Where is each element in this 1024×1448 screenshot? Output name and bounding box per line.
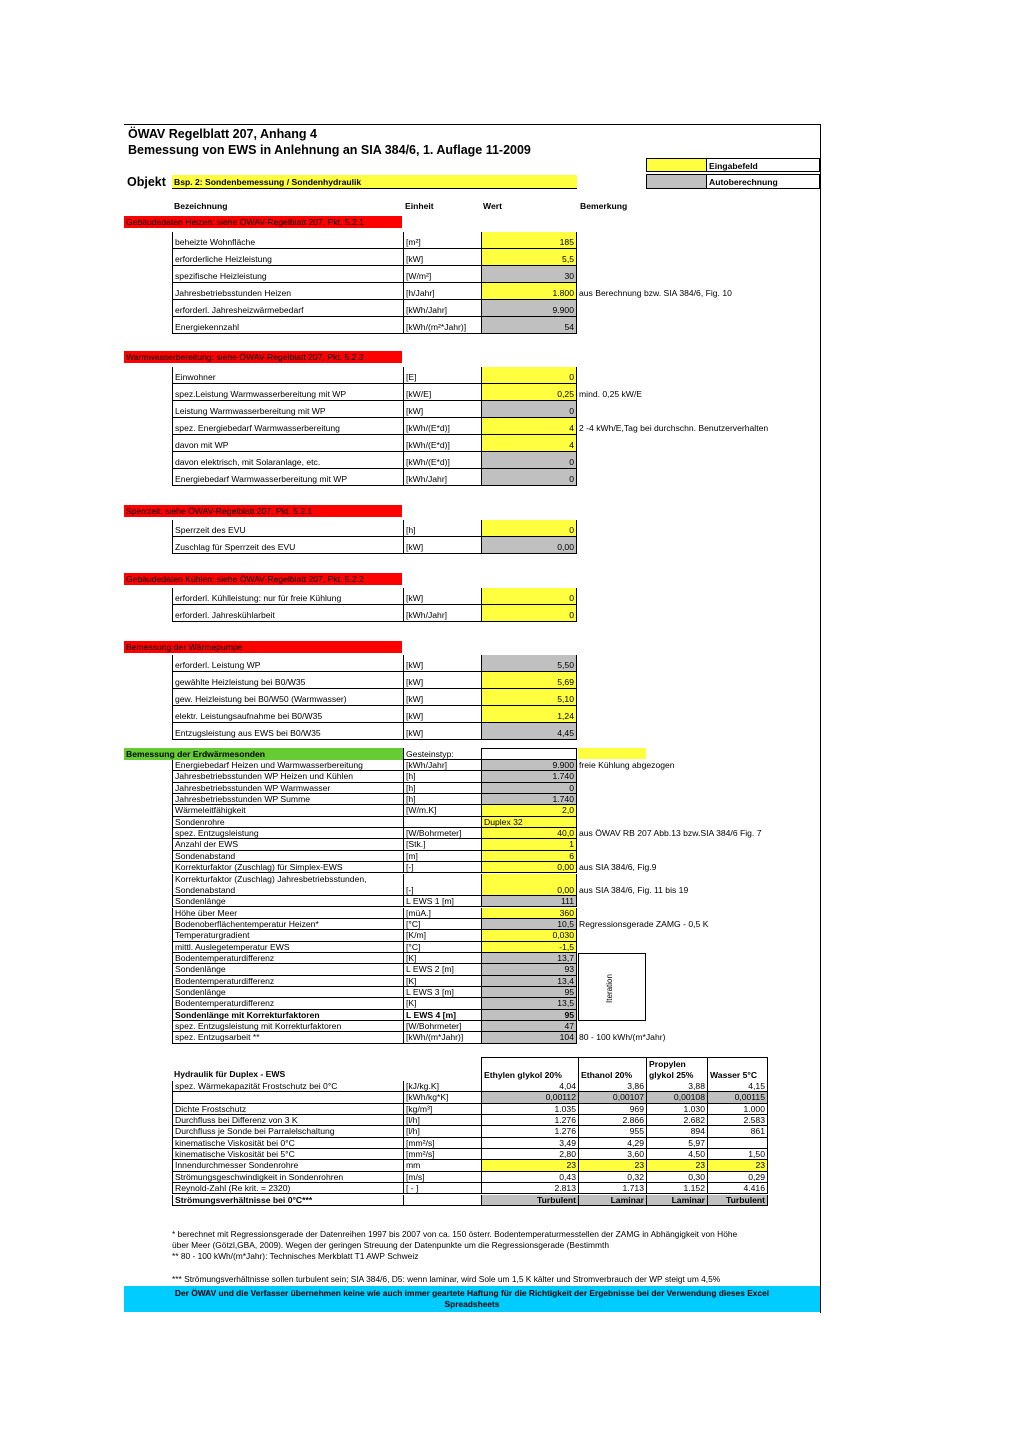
gesteinstyp-input[interactable] bbox=[578, 748, 646, 759]
header-wert: Wert bbox=[483, 201, 502, 211]
row-unit: [h] bbox=[403, 520, 481, 537]
ews-row-unit: [h] bbox=[403, 771, 481, 782]
hyd-row-label: Innendurchmesser Sondenrohre bbox=[172, 1160, 403, 1171]
hyd-value: 4.416 bbox=[707, 1183, 768, 1194]
ews-row-label: Energiebedarf Heizen und Warmwasserbereitung bbox=[172, 760, 403, 771]
hyd-row-label: Strömungsverhältnisse bei 0°C*** bbox=[172, 1195, 403, 1206]
hyd-value: 0,32 bbox=[578, 1172, 646, 1183]
row-label: Sperrzeit des EVU bbox=[172, 520, 403, 537]
row-label: Energiekennzahl bbox=[172, 317, 403, 334]
ews-length-unit: L EWS 1 [m] bbox=[403, 896, 481, 907]
iteration-label: Iteration bbox=[604, 974, 614, 1003]
row-label: spezifische Heizleistung bbox=[172, 266, 403, 283]
hyd-value: 0,00112 bbox=[481, 1092, 578, 1103]
gesteinstyp-label: Gesteinstyp: bbox=[403, 748, 481, 760]
row-value: 4,45 bbox=[481, 723, 577, 740]
legend-input-swatch bbox=[646, 158, 707, 172]
ews-row-value[interactable]: Duplex 32 bbox=[481, 817, 577, 828]
section-heizen: Gebäudedaten Heizen: siehe ÖWAV-Regelblatt 207, Pkt. 5.2.1 bbox=[124, 216, 402, 228]
hyd-value: Laminar bbox=[578, 1195, 646, 1206]
note-4: *** Strömungsverhältnisse sollen turbulent sein; SIA 384/6, D5: wenn laminar, wird Sole um 1,5 K kälter und Stromverbrauch der WP steigt um 4,5% bbox=[172, 1274, 721, 1284]
hyd-value: 1.276 bbox=[481, 1126, 578, 1137]
hyd-value: 1,50 bbox=[707, 1149, 768, 1160]
row-unit: [kWh/Jahr] bbox=[403, 469, 481, 486]
disclaimer-line-2: Spreadsheets bbox=[444, 1299, 500, 1309]
hyd-value[interactable]: 23 bbox=[481, 1160, 578, 1171]
ews-row-label: Jahresbetriebsstunden WP Warmwasser bbox=[172, 783, 403, 794]
row-unit: [kW] bbox=[403, 706, 481, 723]
hyd-value: 1.713 bbox=[578, 1183, 646, 1194]
row-value[interactable]: 185 bbox=[481, 232, 577, 249]
korr-remark: aus SIA 384/6, Fig. 11 bis 19 bbox=[579, 884, 689, 895]
gesteinstyp-value[interactable] bbox=[481, 748, 577, 760]
disclaimer-line-1: Der ÖWAV und die Verfasser übernehmen keine wie auch immer geartete Haftung für die Richtigkeit der Ergebnisse bei der Verwendung dieses Excel bbox=[174, 1288, 770, 1298]
row-unit: [kW/E] bbox=[403, 384, 481, 401]
ews-length-value: 47 bbox=[481, 1021, 577, 1032]
disclaimer-footer bbox=[124, 1286, 820, 1312]
hydraulik-col-header: Ethylen glykol 20% bbox=[481, 1057, 578, 1081]
ews-row-value: 0 bbox=[481, 783, 577, 794]
hyd-value: 4,29 bbox=[578, 1138, 646, 1149]
row-label: gewählte Heizleistung bei B0/W35 bbox=[172, 672, 403, 689]
row-unit: [kW] bbox=[403, 655, 481, 672]
ews-row-remark: aus SIA 384/6, Fig.9 bbox=[579, 862, 657, 873]
ews-length-label: Sondenlänge mit Korrekturfaktoren bbox=[172, 1010, 403, 1021]
ews-length-value[interactable]: -1,5 bbox=[481, 942, 577, 953]
row-label: Leistung Warmwasserbereitung mit WP bbox=[172, 401, 403, 418]
hyd-value: 0,43 bbox=[481, 1172, 578, 1183]
hyd-row-label bbox=[172, 1092, 403, 1103]
row-unit: [kWh/(E*d)] bbox=[403, 418, 481, 435]
objekt-label: Objekt bbox=[127, 175, 166, 189]
ews-row-label: Anzahl der EWS bbox=[172, 839, 403, 850]
row-value[interactable]: 0,25 bbox=[481, 384, 577, 401]
hyd-row-unit: [l/h] bbox=[403, 1126, 481, 1137]
ews-length-remark: Regressionsgerade ZAMG - 0,5 K bbox=[579, 918, 709, 929]
hyd-value bbox=[707, 1138, 768, 1149]
hyd-row-unit: [kg/m³] bbox=[403, 1104, 481, 1115]
ews-row-label: Sondenrohre bbox=[172, 817, 403, 828]
hyd-row-label: spez. Wärmekapazität Frostschutz bei 0°C bbox=[172, 1081, 403, 1092]
hyd-value: 3,86 bbox=[578, 1081, 646, 1092]
ews-row-label: Jahresbetriebsstunden WP Heizen und Kühlen bbox=[172, 771, 403, 782]
hyd-value: 0,00107 bbox=[578, 1092, 646, 1103]
hyd-value: 0,00108 bbox=[646, 1092, 707, 1103]
ews-length-unit: [müA.] bbox=[403, 908, 481, 919]
ews-length-label: mittl. Auslegetemperatur EWS bbox=[172, 942, 403, 953]
row-label: erforderl. Leistung WP bbox=[172, 655, 403, 672]
row-value[interactable]: 0 bbox=[481, 367, 577, 384]
ews-row-value[interactable]: 40,0 bbox=[481, 828, 577, 839]
hyd-value: 2.866 bbox=[578, 1115, 646, 1126]
ews-length-label: spez. Entzugsleistung mit Korrekturfaktoren bbox=[172, 1021, 403, 1032]
row-label: erforderl. Kühlleistung: nur für freie Kühlung bbox=[172, 588, 403, 605]
header-bemerkung: Bemerkung bbox=[580, 201, 628, 211]
header-bezeichnung: Bezeichnung bbox=[174, 201, 228, 211]
legend-auto-label: Autoberechnung bbox=[707, 174, 820, 189]
row-value: 0 bbox=[481, 401, 577, 418]
hyd-row-unit: [m/s] bbox=[403, 1172, 481, 1183]
section-waermepumpe: Bemessung der Wärmepumpe bbox=[124, 641, 402, 653]
hydraulik-col-header: Ethanol 20% bbox=[578, 1057, 646, 1081]
row-label: spez. Energiebedarf Warmwasserbereitung bbox=[172, 418, 403, 435]
row-value: 0,00 bbox=[481, 537, 577, 554]
note-1: * berechnet mit Regressionsgerade der Datenreihen 1997 bis 2007 von ca. 150 österr. Bodentemperaturmesstellen der ZAMG in Abhängigkeit von Höhe bbox=[172, 1229, 738, 1239]
section-kuehlen: Gebäudedaten Kühlen: siehe ÖWAV-Regelblatt 207, Pkt. 5.2.2 bbox=[124, 573, 402, 585]
korr-value-top bbox=[481, 874, 577, 885]
section-warmwasser: Warmwasserbereitung: siehe ÖWAV-Regelblatt 207, Pkt. 5.2.3 bbox=[124, 351, 402, 363]
ews-row-remark: freie Kühlung abgezogen bbox=[579, 760, 675, 770]
hyd-value: 3,49 bbox=[481, 1138, 578, 1149]
row-label: elektr. Leistungsaufnahme bei B0/W35 bbox=[172, 706, 403, 723]
row-value[interactable]: 0 bbox=[481, 520, 577, 537]
row-label: beheizte Wohnfläche bbox=[172, 232, 403, 249]
row-unit: [kWh/(E*d)] bbox=[403, 435, 481, 452]
ews-length-unit: L EWS 3 [m] bbox=[403, 987, 481, 998]
row-unit: [kW] bbox=[403, 537, 481, 554]
hyd-value: 2,80 bbox=[481, 1149, 578, 1160]
hyd-value: 1.030 bbox=[646, 1104, 707, 1115]
hyd-value: 1.152 bbox=[646, 1183, 707, 1194]
row-value[interactable]: 4 bbox=[481, 418, 577, 435]
ews-length-value[interactable]: 0,030 bbox=[481, 930, 577, 941]
ews-row-unit bbox=[403, 817, 481, 828]
objekt-input[interactable]: Bsp. 2: Sondenbemessung / Sondenhydraulik bbox=[172, 175, 577, 189]
row-label: Jahresbetriebsstunden Heizen bbox=[172, 283, 403, 300]
section-erdwaermesonden: Bemessung der Erdwärmesonden bbox=[124, 748, 403, 760]
row-unit: [kWh/(m²*Jahr)] bbox=[403, 317, 481, 334]
ews-length-label: Sondenlänge bbox=[172, 896, 403, 907]
row-value[interactable]: 1.800 bbox=[481, 283, 577, 300]
hyd-value: 0,30 bbox=[646, 1172, 707, 1183]
ews-row-label: Jahresbetriebsstunden WP Summe bbox=[172, 794, 403, 805]
ews-row-value: 1.740 bbox=[481, 771, 577, 782]
ews-length-label: Bodentemperaturdifferenz bbox=[172, 976, 403, 987]
ews-row-label: Korrekturfaktor (Zuschlag) für Simplex-EWS bbox=[172, 862, 403, 873]
ews-row-value[interactable]: 6 bbox=[481, 851, 577, 862]
row-value: 54 bbox=[481, 317, 577, 334]
hyd-value: 1.000 bbox=[707, 1104, 768, 1115]
row-unit: [kWh/Jahr] bbox=[403, 605, 481, 622]
hyd-value: 2.682 bbox=[646, 1115, 707, 1126]
row-label: erforderl. Jahreskühlarbeit bbox=[172, 605, 403, 622]
korr-label-1: Korrekturfaktor (Zuschlag) Jahresbetriebsstunden, bbox=[172, 874, 403, 885]
ews-length-unit: [kWh/(m*Jahr)] bbox=[403, 1032, 481, 1043]
ews-row-label: Wärmeleitfähigkeit bbox=[172, 805, 403, 816]
ews-row-value: 9.900 bbox=[481, 760, 577, 771]
ews-length-label: Höhe über Meer bbox=[172, 908, 403, 919]
hyd-row-unit: [ - ] bbox=[403, 1183, 481, 1194]
row-value[interactable]: 4 bbox=[481, 435, 577, 452]
row-unit: [m²] bbox=[403, 232, 481, 249]
row-unit: [kW] bbox=[403, 672, 481, 689]
hyd-value: 894 bbox=[646, 1126, 707, 1137]
ews-length-value: 13,7 bbox=[481, 953, 577, 964]
hyd-value: 5,97 bbox=[646, 1138, 707, 1149]
ews-row-unit: [W/Bohrmeter] bbox=[403, 828, 481, 839]
korr-unit: [-] bbox=[403, 885, 481, 896]
hydraulik-col-header: Propylen glykol 25% bbox=[646, 1057, 707, 1081]
row-unit: [W/m²] bbox=[403, 266, 481, 283]
row-value: 30 bbox=[481, 266, 577, 283]
ews-row-label: Sondenabstand bbox=[172, 851, 403, 862]
hyd-value: Laminar bbox=[646, 1195, 707, 1206]
legend-auto-swatch bbox=[646, 174, 707, 189]
hydraulik-title: Hydraulik für Duplex - EWS bbox=[174, 1069, 286, 1079]
hyd-value[interactable]: 23 bbox=[578, 1160, 646, 1171]
ews-length-value: 10,5 bbox=[481, 919, 577, 930]
row-remark: mind. 0,25 kW/E bbox=[579, 389, 643, 399]
ews-length-unit: [K] bbox=[403, 953, 481, 964]
hyd-row-unit bbox=[403, 1195, 481, 1206]
hyd-value[interactable]: 23 bbox=[707, 1160, 768, 1171]
row-value[interactable]: 5,69 bbox=[481, 672, 577, 689]
ews-length-value: 95 bbox=[481, 1010, 577, 1021]
hyd-row-label: kinematische Viskosität bei 0°C bbox=[172, 1138, 403, 1149]
hyd-row-unit: mm bbox=[403, 1160, 481, 1171]
hyd-row-unit: [l/h] bbox=[403, 1115, 481, 1126]
ews-length-value: 111 bbox=[481, 896, 577, 907]
ews-length-unit: [W/Bohrmeter] bbox=[403, 1021, 481, 1032]
note-2: über Meer (Götzl,GBA, 2009). Wegen der geringen Streuung der Datenpunkte um die Regressionsgerade (Bestimmth bbox=[172, 1240, 609, 1250]
row-value: 0 bbox=[481, 452, 577, 469]
row-label: Einwohner bbox=[172, 367, 403, 384]
hyd-value: 4,50 bbox=[646, 1149, 707, 1160]
ews-row-value[interactable]: 2,0 bbox=[481, 805, 577, 816]
row-label: erforderl. Jahresheizwärmebedarf bbox=[172, 300, 403, 317]
hyd-value: 4,15 bbox=[707, 1081, 768, 1092]
row-unit: [kW] bbox=[403, 588, 481, 605]
row-value[interactable]: 1,24 bbox=[481, 706, 577, 723]
row-value: 0 bbox=[481, 469, 577, 486]
korr-value[interactable]: 0,00 bbox=[481, 885, 577, 896]
ews-length-label: Bodentemperaturdifferenz bbox=[172, 953, 403, 964]
row-unit: [kW] bbox=[403, 689, 481, 706]
hyd-row-unit: [mm²/s] bbox=[403, 1149, 481, 1160]
page-title: ÖWAV Regelblatt 207, Anhang 4 bbox=[128, 127, 317, 141]
ews-row-unit: [h] bbox=[403, 794, 481, 805]
ews-length-unit: [K] bbox=[403, 998, 481, 1009]
hyd-row-unit: [mm²/s] bbox=[403, 1138, 481, 1149]
ews-length-label: Bodentemperaturdifferenz bbox=[172, 998, 403, 1009]
ews-length-unit: [°C] bbox=[403, 942, 481, 953]
ews-row-unit: [-] bbox=[403, 862, 481, 873]
row-unit: [kWh/Jahr] bbox=[403, 300, 481, 317]
row-label: Entzugsleistung aus EWS bei B0/W35 bbox=[172, 723, 403, 740]
hyd-row-label: Reynold-Zahl (Re krit. = 2320) bbox=[172, 1183, 403, 1194]
row-value: 5,50 bbox=[481, 655, 577, 672]
ews-row-value[interactable]: 1 bbox=[481, 839, 577, 850]
hyd-value: 0,00115 bbox=[707, 1092, 768, 1103]
hyd-row-unit: [kWh/kg*K] bbox=[403, 1092, 481, 1103]
hyd-value: 955 bbox=[578, 1126, 646, 1137]
ews-length-unit: [K/m] bbox=[403, 930, 481, 941]
row-unit: [kW] bbox=[403, 723, 481, 740]
row-label: davon mit WP bbox=[172, 435, 403, 452]
row-unit: [kWh/(E*d)] bbox=[403, 452, 481, 469]
row-label: spez.Leistung Warmwasserbereitung mit WP bbox=[172, 384, 403, 401]
hyd-row-label: Durchfluss bei Differenz von 3 K bbox=[172, 1115, 403, 1126]
row-value[interactable]: 5,5 bbox=[481, 249, 577, 266]
hyd-value: 0,29 bbox=[707, 1172, 768, 1183]
section-sperrzeit: Sperrzeit: siehe ÖWAV-Regelblatt 207, Pkt. 5.2.1 bbox=[124, 505, 402, 517]
page-subtitle: Bemessung von EWS in Anlehnung an SIA 384/6, 1. Auflage 11-2009 bbox=[128, 143, 531, 157]
header-einheit: Einheit bbox=[405, 201, 434, 211]
ews-row-value[interactable]: 0,00 bbox=[481, 862, 577, 873]
row-label: gew. Heizleistung bei B0/W50 (Warmwasser) bbox=[172, 689, 403, 706]
ews-row-unit: [h] bbox=[403, 783, 481, 794]
hyd-row-label: Durchfluss je Sonde bei Parralelschaltung bbox=[172, 1126, 403, 1137]
row-label: davon elektrisch, mit Solaranlage, etc. bbox=[172, 452, 403, 469]
row-unit: [E] bbox=[403, 367, 481, 384]
row-unit: [h/Jahr] bbox=[403, 283, 481, 300]
ews-length-value: 13,4 bbox=[481, 976, 577, 987]
hyd-row-label: kinematische Viskosität bei 5°C bbox=[172, 1149, 403, 1160]
ews-row-value: 1.740 bbox=[481, 794, 577, 805]
hyd-value: 3,88 bbox=[646, 1081, 707, 1092]
ews-row-unit: [m] bbox=[403, 851, 481, 862]
ews-length-unit: L EWS 2 [m] bbox=[403, 964, 481, 975]
hyd-value: 1.276 bbox=[481, 1115, 578, 1126]
hyd-value[interactable]: 23 bbox=[646, 1160, 707, 1171]
ews-length-label: Sondenlänge bbox=[172, 987, 403, 998]
ews-length-unit: L EWS 4 [m] bbox=[403, 1010, 481, 1021]
ews-row-label: spez. Entzugsleistung bbox=[172, 828, 403, 839]
hyd-row-label: Dichte Frostschutz bbox=[172, 1104, 403, 1115]
hyd-value: 861 bbox=[707, 1126, 768, 1137]
row-value[interactable]: 0 bbox=[481, 605, 577, 622]
ews-length-unit: [°C] bbox=[403, 919, 481, 930]
hyd-row-label: Strömungsgeschwindigkeit in Sondenrohren bbox=[172, 1172, 403, 1183]
hyd-value: 3,60 bbox=[578, 1149, 646, 1160]
hyd-value: 2.583 bbox=[707, 1115, 768, 1126]
row-remark: 2 -4 kWh/E,Tag bei durchschn. Benutzerverhalten bbox=[579, 423, 769, 433]
hyd-value: Turbulent bbox=[707, 1195, 768, 1206]
ews-row-unit: [W/m.K] bbox=[403, 805, 481, 816]
ews-length-unit: [K] bbox=[403, 976, 481, 987]
korr-label-2: Sondenabstand bbox=[172, 885, 403, 896]
ews-length-value: 95 bbox=[481, 987, 577, 998]
hydraulik-col-header: Wasser 5°C bbox=[707, 1057, 768, 1081]
legend-input-label: Eingabefeld bbox=[707, 158, 820, 172]
row-value[interactable]: 5,10 bbox=[481, 689, 577, 706]
row-unit: [kW] bbox=[403, 249, 481, 266]
row-label: Energiebedarf Warmwasserbereitung mit WP bbox=[172, 469, 403, 486]
ews-length-label: spez. Entzugsarbeit ** bbox=[172, 1032, 403, 1043]
hyd-row-unit: [kJ/kg.K] bbox=[403, 1081, 481, 1092]
ews-length-label: Bodenoberflächentemperatur Heizen* bbox=[172, 919, 403, 930]
hyd-value: Turbulent bbox=[481, 1195, 578, 1206]
ews-length-value: 104 bbox=[481, 1032, 577, 1043]
row-label: Zuschlag für Sperrzeit des EVU bbox=[172, 537, 403, 554]
ews-row-unit: [kWh/Jahr] bbox=[403, 760, 481, 771]
ews-length-value: 13,5 bbox=[481, 998, 577, 1009]
ews-row-remark: aus ÖWAV RB 207 Abb.13 bzw.SIA 384/6 Fig. 7 bbox=[579, 828, 762, 839]
row-label: erforderliche Heizleistung bbox=[172, 249, 403, 266]
note-3: ** 80 - 100 kWh/(m*Jahr): Technisches Merkblatt T1 AWP Schweiz bbox=[172, 1251, 419, 1261]
ews-length-value: 93 bbox=[481, 964, 577, 975]
ews-length-label: Temperaturgradient bbox=[172, 930, 403, 941]
row-remark: aus Berechnung bzw. SIA 384/6, Fig. 10 bbox=[579, 288, 732, 298]
ews-row-unit: [Stk.] bbox=[403, 839, 481, 850]
korr-unit-top bbox=[403, 874, 481, 885]
ews-length-label: Sondenlänge bbox=[172, 964, 403, 975]
row-unit: [kW] bbox=[403, 401, 481, 418]
ews-length-remark: 80 - 100 kWh/(m*Jahr) bbox=[579, 1032, 666, 1043]
hyd-value: 969 bbox=[578, 1104, 646, 1115]
hyd-value: 4,04 bbox=[481, 1081, 578, 1092]
row-value[interactable]: 0 bbox=[481, 588, 577, 605]
hyd-value: 2.813 bbox=[481, 1183, 578, 1194]
hyd-value: 1.035 bbox=[481, 1104, 578, 1115]
row-value: 9.900 bbox=[481, 300, 577, 317]
ews-length-value[interactable]: 360 bbox=[481, 908, 577, 919]
